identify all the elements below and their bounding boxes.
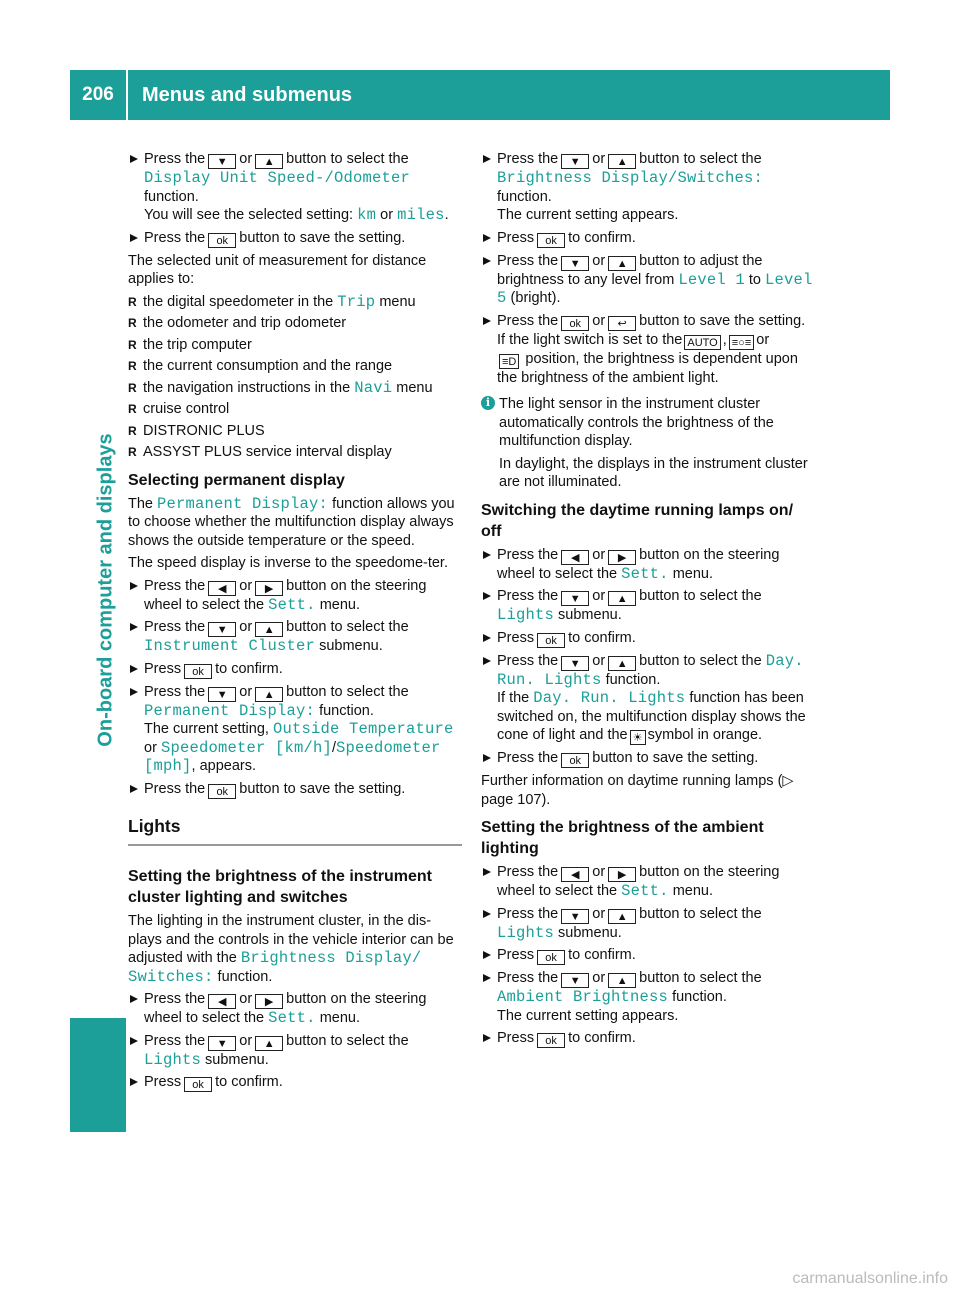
up-button-icon: ▲: [608, 591, 636, 606]
menu-term: Day. Run. Lights: [497, 651, 804, 689]
sun-icon: ☀: [630, 730, 646, 745]
right-column: [481, 150, 815, 1052]
menu-term: Permanent Display:: [157, 494, 329, 513]
menu-term: Day. Run. Lights: [533, 689, 686, 707]
ok-button-icon: ok: [208, 784, 236, 799]
chapter-heading: Lights: [128, 817, 462, 847]
list-item: R DISTRONIC PLUS: [128, 422, 462, 441]
up-button-icon: ▲: [608, 656, 636, 671]
parking-light-icon: ≡○≡: [729, 335, 754, 350]
menu-term: Sett.: [621, 882, 669, 900]
down-button-icon: ▼: [561, 973, 589, 988]
menu-term: miles: [397, 206, 445, 224]
up-button-icon: ▲: [255, 622, 283, 637]
step: Press ok to confirm.: [128, 1073, 462, 1092]
list-item: R the current consumption and the range: [128, 357, 462, 376]
back-button-icon: ↩: [608, 316, 636, 331]
step: Press the ▼ or ▲ button to adjust the brightness to any level from Level 1 to Level 5 (bright).: [481, 252, 815, 308]
step: Press the ▼ or ▲ button to select the Lights submenu.: [481, 905, 815, 943]
ok-button-icon: ok: [561, 753, 589, 768]
down-button-icon: ▼: [561, 909, 589, 924]
step: Press the ok button to save the setting.: [481, 749, 815, 768]
down-button-icon: ▼: [208, 154, 236, 169]
list-item: R the odometer and trip odometer: [128, 314, 462, 333]
down-button-icon: ▼: [208, 1036, 236, 1051]
right-button-icon: ▶: [255, 994, 283, 1009]
left-button-icon: ◀: [208, 581, 236, 596]
down-button-icon: ▼: [561, 656, 589, 671]
left-button-icon: ◀: [208, 994, 236, 1009]
list-item: R the trip computer: [128, 336, 462, 355]
list-item: R the navigation instructions in the Navi menu: [128, 379, 462, 398]
step: Press ok to confirm.: [481, 229, 815, 248]
section-heading: Setting the brightness of the ambient lighting: [481, 819, 764, 857]
right-button-icon: ▶: [608, 550, 636, 565]
up-button-icon: ▲: [255, 1036, 283, 1051]
menu-term: Sett.: [621, 564, 669, 583]
menu-term: km: [357, 206, 377, 224]
ok-button-icon: ok: [537, 233, 565, 248]
step: Press the ▼ or ▲ button to select the Ambient Brightness function. The current setting appears.: [481, 969, 815, 1025]
menu-term: Speedometer [km/h]: [160, 738, 332, 757]
menu-term: Outside Temperature: [272, 720, 454, 738]
right-button-icon: ▶: [608, 867, 636, 882]
paragraph: Further information on daytime running lamps (▷ page 107).: [481, 773, 794, 808]
left-button-icon: ◀: [561, 550, 589, 565]
down-button-icon: ▼: [208, 622, 236, 637]
watermark: carmanualsonline.info: [792, 1270, 948, 1287]
up-button-icon: ▲: [255, 154, 283, 169]
low-beam-icon: ≡D: [499, 354, 519, 369]
page-ref-icon: ▷: [782, 773, 794, 789]
page-title: Menus and submenus: [142, 83, 353, 106]
list-item: R ASSYST PLUS service interval display: [128, 443, 462, 462]
step: Press the ▼ or ▲ button to select the Day. Run. Lights function. If the Day. Run. Lights function has been switched on, the multifunction display shows the cone of light and the ☀ symbol in orange.: [481, 652, 815, 746]
down-button-icon: ▼: [208, 687, 236, 702]
step: Press the ◀ or ▶ button on the steering wheel to select the Sett. menu.: [128, 577, 462, 615]
step: Press ok to confirm.: [481, 946, 815, 965]
step: Press ok to confirm.: [128, 660, 462, 679]
step: Press the ▼ or ▲ button to select the Display Unit Speed-/Odometer function. You will see the selected setting: km or miles.: [128, 150, 462, 225]
menu-term: Instrument Cluster: [144, 637, 316, 655]
section-tab: [70, 1018, 126, 1132]
menu-term: Sett.: [268, 595, 316, 614]
list-item: R the digital speedometer in the Trip menu: [128, 293, 462, 312]
ok-button-icon: ok: [208, 233, 236, 248]
step: Press the ◀ or ▶ button on the steering wheel to select the Sett. menu.: [481, 546, 815, 584]
up-button-icon: ▲: [608, 909, 636, 924]
menu-term: Lights: [144, 1050, 202, 1069]
step: Press the ok button to save the setting.: [128, 780, 462, 799]
step: Press the ▼ or ▲ button to select the Lights submenu.: [481, 587, 815, 625]
paragraph: The speed display is inverse to the speedome-ter.: [128, 555, 448, 571]
down-button-icon: ▼: [561, 256, 589, 271]
step: Press the ▼ or ▲ button to select the Lights submenu.: [128, 1032, 462, 1070]
info-note: i The light sensor in the instrument cluster automatically controls the brightness of the multifunction display. In daylight, the displays in the instrument cluster are not illuminated.: [481, 395, 815, 492]
down-button-icon: ▼: [561, 591, 589, 606]
page-number: 206: [70, 70, 128, 120]
ok-button-icon: ok: [184, 1077, 212, 1092]
left-button-icon: ◀: [561, 867, 589, 882]
step: Press the ok button to save the setting.: [128, 229, 462, 248]
menu-term: Brightness Display/ Switches:: [128, 949, 422, 986]
step: Press the ▼ or ▲ button to select the Permanent Display: function. The current setting, Outside Temperature or Speedometer [km/h]/Speedometer [mph], appears.: [128, 683, 462, 776]
down-button-icon: ▼: [561, 154, 589, 169]
page-header: [70, 70, 890, 120]
menu-term: Brightness Display/Switches:: [497, 169, 764, 187]
section-heading: Selecting permanent display: [128, 471, 345, 489]
menu-term: Sett.: [268, 1009, 316, 1027]
step: Press the ok or ↩ button to save the setting. If the light switch is set to the AUTO , ≡○≡ or ≡D position, the brightness is dependent upon the brightness of the ambient light.: [481, 312, 815, 388]
menu-term: Lights: [497, 923, 555, 942]
ok-button-icon: ok: [537, 950, 565, 965]
menu-term: Lights: [497, 606, 555, 624]
right-button-icon: ▶: [255, 581, 283, 596]
step: Press the ◀ or ▶ button on the steering wheel to select the Sett. menu.: [128, 990, 462, 1028]
paragraph: The Permanent Display: function allows you to choose whether the multifunction display always shows the outside temperature or the speed.: [128, 494, 455, 549]
auto-light-icon: AUTO: [684, 335, 720, 350]
up-button-icon: ▲: [608, 973, 636, 988]
step: Press ok to confirm.: [481, 629, 815, 648]
step: Press ok to confirm.: [481, 1029, 815, 1048]
menu-term: Display Unit Speed-/Odometer: [144, 169, 411, 187]
step: Press the ◀ or ▶ button on the steering wheel to select the Sett. menu.: [481, 863, 815, 901]
section-heading: Switching the daytime running lamps on/ off: [481, 501, 794, 540]
menu-term: Level 5: [497, 270, 813, 307]
menu-term: Permanent Display:: [144, 701, 316, 720]
section-heading: Setting the brightness of the instrument cluster lighting and switches: [128, 868, 433, 906]
up-button-icon: ▲: [255, 687, 283, 702]
menu-term: Ambient Brightness: [497, 988, 669, 1006]
ok-button-icon: ok: [537, 633, 565, 648]
info-icon: i: [481, 396, 495, 410]
section-title: On-board computer and displays: [94, 433, 117, 747]
menu-term: Trip: [337, 292, 376, 311]
paragraph: The selected unit of measurement for distance applies to:: [128, 252, 427, 287]
up-button-icon: ▲: [608, 256, 636, 271]
ok-button-icon: ok: [561, 316, 589, 331]
step: Press the ▼ or ▲ button to select the Brightness Display/Switches: function. The current setting appears.: [481, 150, 815, 225]
ok-button-icon: ok: [184, 664, 212, 679]
up-button-icon: ▲: [608, 154, 636, 169]
menu-term: Level 1: [678, 270, 745, 289]
menu-term: Speedometer [mph]: [144, 738, 441, 775]
ok-button-icon: ok: [537, 1033, 565, 1048]
paragraph: The lighting in the instrument cluster, in the dis-plays and the controls in the vehicle interior can be adjusted with the Brightness Display/ Switches: function.: [128, 913, 454, 986]
step: Press the ▼ or ▲ button to select the Instrument Cluster submenu.: [128, 618, 462, 656]
list-item: R cruise control: [128, 400, 462, 419]
left-column: [128, 150, 462, 1096]
menu-term: Navi: [354, 378, 393, 397]
